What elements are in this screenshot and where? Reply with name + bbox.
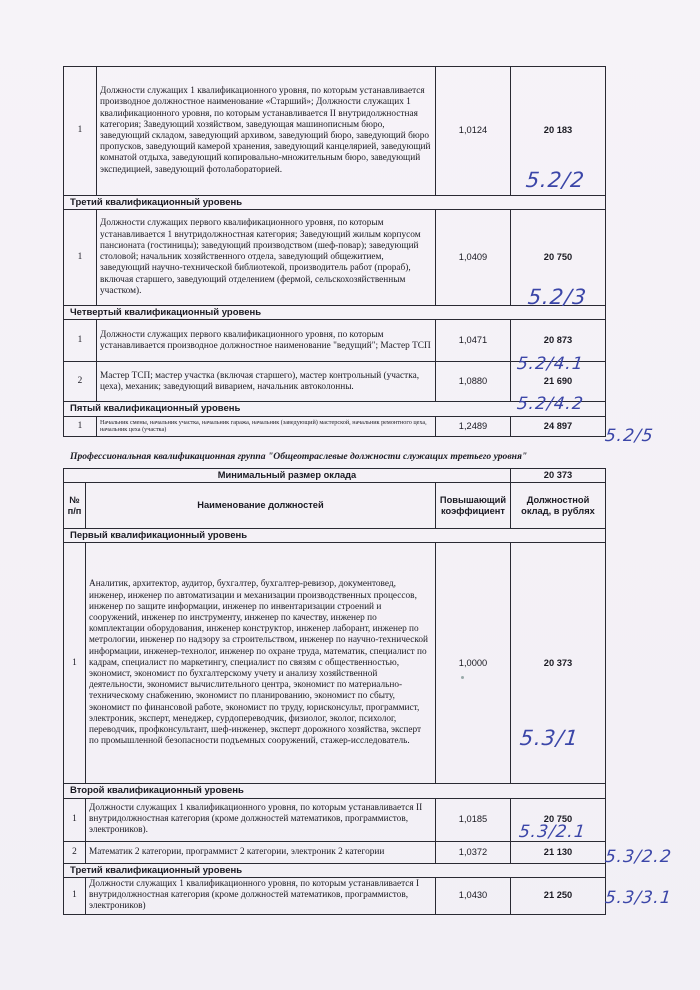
handwritten-note: 5.3/2.1 [517, 822, 587, 842]
min-salary-value: 20 373 [511, 469, 606, 483]
group-title: Профессиональная квалификационная группа "Общеотраслевые должности служащих третьего уровня" [70, 451, 528, 462]
row-number: 1 [64, 320, 97, 362]
salary: 21 250 [511, 877, 606, 914]
level-row [64, 784, 606, 798]
position-names: Аналитик, архитектор, аудитор, бухгалтер, бухгалтер-ревизор, документовед, инженер, инженер по автоматизации и механизации производственных процессов, инженер по защите информации, инженер по инвентаризации строений и сооружений, инженер по инструменту, инженер по качеству, инженер по комплектации оборудования, инженер конструктор, инженер лаборант, инженер по метрологии, инженер по надзору за строительством, инженер по научно-технической информации, инженер-технолог, инженер по охране труда, математик, специалист по кадрам, специалист по маркетингу, специалист по связям с общественностью, экономист, экономист по бухгалтерскому учету и анализу хозяйственной деятельности, экономист вычислительного центра, экономист по материально-техническому снабжению, экономист по планированию, экономист по сбыту, экономист по финансовой работе, экономист по труду, юрисконсульт, программист, электроник, эксперт, менеджер, сурдопереводчик, физиолог, эколог, психолог, переводчик, профконсультант, шеф-инженер, эксперт дорожного хозяйства, эксперт по промышленной безопасности подъемных сооружений, стажер-исследователь. [86, 543, 436, 784]
header-row [64, 483, 606, 529]
handwritten-note: 5.2/3 [526, 285, 589, 309]
position-names: Должности служащих первого квалификационного уровня, по которым устанавливается 1 внутридолжностная категория; Заведующий жилым корпусом пансионата (гостиницы); заведующий производством (шеф-повар); заведующий столовой; начальник хозяйственного отдела, заведующий общежитием, заведующий научно-технической библиотекой, производитель работ (прораб), включая старшего, заведующий отделением (фермой, сельскохозяйственным участком). [97, 210, 436, 306]
table-row [64, 877, 606, 914]
row-number: 1 [64, 416, 97, 436]
table-row [64, 841, 606, 863]
handwritten-note: 5.3/2.2 [603, 847, 673, 867]
handwritten-note: 5.2/4.2 [515, 394, 585, 414]
row-number: 2 [64, 841, 86, 863]
coefficient: 1,2489 [436, 416, 511, 436]
salary: 20 183 [511, 67, 606, 196]
handwritten-note: 5.2/4.1 [515, 354, 585, 374]
scan-speck [461, 676, 464, 679]
position-names: Должности служащих первого квалификационного уровня, по которым устанавливается производное должностное наименование "ведущий"; Мастер ТСП [97, 320, 436, 362]
level-title: Второй квалификационный уровень [64, 784, 606, 798]
salary-table-third-level [63, 468, 606, 915]
table-row [64, 210, 606, 306]
header-salary: Должностной оклад, в рублях [511, 483, 606, 529]
coefficient: 1,0430 [436, 877, 511, 914]
row-number: 1 [64, 798, 86, 841]
level-title: Пятый квалификационный уровень [64, 402, 606, 416]
coefficient: 1,0880 [436, 362, 511, 402]
handwritten-note: 5.3/3.1 [603, 888, 673, 908]
coefficient: 1,0409 [436, 210, 511, 306]
coefficient: 1,0185 [436, 798, 511, 841]
row-number: 1 [64, 877, 86, 914]
position-names: Должности служащих 1 квалификационного уровня, по которым устанавливается II внутридолжностная категория (кроме должностей математиков, программистов, электроников). [86, 798, 436, 841]
header-coefficient: Повышающий коэффициент [436, 483, 511, 529]
level-row [64, 863, 606, 877]
level-row [64, 196, 606, 210]
salary: 24 897 [511, 416, 606, 436]
salary: 21 690 [511, 362, 606, 402]
salary: 20 750 [511, 798, 606, 841]
level-row [64, 529, 606, 543]
handwritten-note: 5.2/5 [603, 426, 655, 446]
table-row [64, 416, 606, 436]
level-row [64, 306, 606, 320]
salary-table-continued [63, 66, 606, 437]
handwritten-note: 5.3/1 [518, 726, 581, 750]
min-salary-label: Минимальный размер оклада [64, 469, 511, 483]
salary: 20 873 [511, 320, 606, 362]
salary: 20 750 [511, 210, 606, 306]
level-title: Третий квалификационный уровень [64, 863, 606, 877]
coefficient: 1,0471 [436, 320, 511, 362]
header-name: Наименование должностей [86, 483, 436, 529]
position-names: Должности служащих 1 квалификационного уровня, по которым устанавливается производное должностное наименование «Старший»; Должности служащих 1 квалификационного уровня, по которым устанавливается II внутридолжностная категория; Заведующий хозяйством, заведующая машинописным бюро, заведующий складом, заведующий архивом, заведующий бюро, заведующий бюро пропусков, заведующий камерой хранения, заведующий канцелярией, заведующий комнатой отдыха, заведующий копировально-множительным бюро, заведующий экспедицией, заведующий фотолабораторией. [97, 67, 436, 196]
salary: 20 373 [511, 543, 606, 784]
position-names: Мастер ТСП; мастер участка (включая старшего), мастер контрольный (участка, цеха), механик; заведующий виварием, начальник автоколонны. [97, 362, 436, 402]
position-names: Математик 2 категории, программист 2 категории, электроник 2 категории [86, 841, 436, 863]
row-number: 1 [64, 543, 86, 784]
coefficient: 1,0372 [436, 841, 511, 863]
coefficient: 1,0124 [436, 67, 511, 196]
level-title: Третий квалификационный уровень [64, 196, 606, 210]
handwritten-note: 5.2/2 [524, 168, 587, 192]
row-number: 2 [64, 362, 97, 402]
coefficient: 1,0000 [436, 543, 511, 784]
header-number: № п/п [64, 483, 86, 529]
salary: 21 130 [511, 841, 606, 863]
min-salary-row [64, 469, 606, 483]
table-row [64, 67, 606, 196]
level-title: Первый квалификационный уровень [64, 529, 606, 543]
position-names: Начальник смены, начальник участка, начальник гаража, начальник (заведующий) мастерской, начальник ремонтного цеха, начальник цеха (участка) [97, 416, 436, 436]
level-title: Четвертый квалификационный уровень [64, 306, 606, 320]
row-number: 1 [64, 210, 97, 306]
row-number: 1 [64, 67, 97, 196]
position-names: Должности служащих 1 квалификационного уровня, по которым устанавливается I внутридолжностная категория (кроме должностей математиков, программистов, электроников) [86, 877, 436, 914]
